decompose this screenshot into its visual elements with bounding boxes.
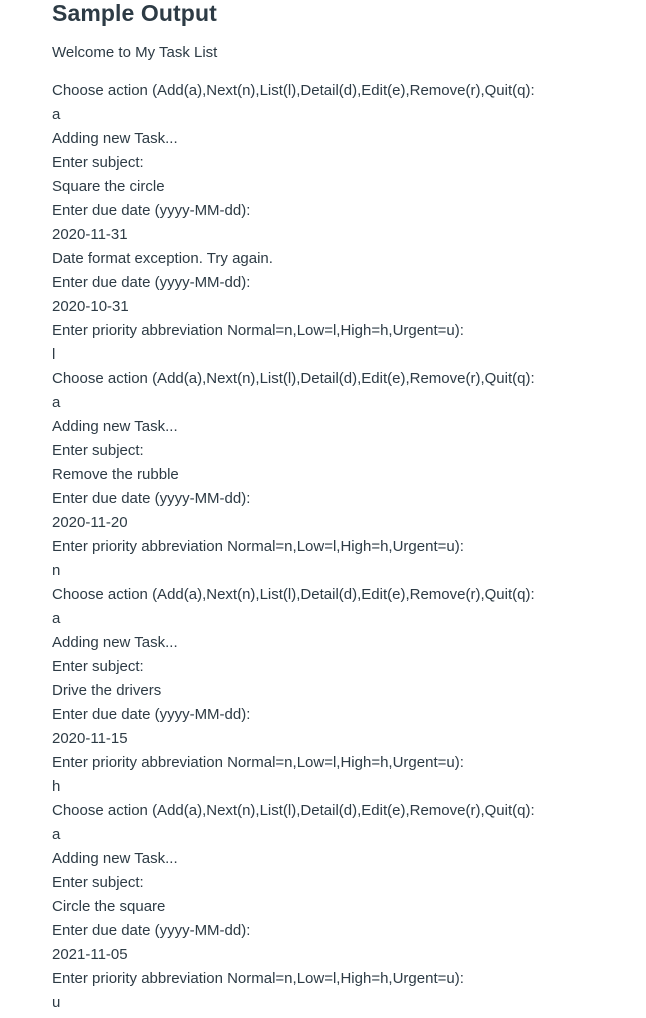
output-line: Circle the square	[52, 898, 166, 915]
output-line: a	[52, 610, 61, 627]
output-line: a	[52, 394, 61, 411]
output-line: Enter subject:	[52, 442, 144, 459]
output-line: Enter subject:	[52, 154, 144, 171]
output-line: Enter due date (yyyy-MM-dd):	[52, 922, 251, 939]
output-line: Choose action (Add(a),Next(n),List(l),Detail(d),Edit(e),Remove(r),Quit(q):	[52, 82, 535, 99]
output-line: Choose action (Add(a),Next(n),List(l),Detail(d),Edit(e),Remove(r),Quit(q):	[52, 802, 535, 819]
output-line: 2020-10-31	[52, 298, 129, 315]
output-line: Adding new Task...	[52, 418, 178, 435]
output-line: Enter priority abbreviation Normal=n,Low=l,High=h,Urgent=u):	[52, 970, 464, 987]
output-line: Adding new Task...	[52, 130, 178, 147]
output-line: Enter priority abbreviation Normal=n,Low=l,High=h,Urgent=u):	[52, 322, 464, 339]
output-line: 2020-11-15	[52, 730, 128, 747]
output-line: Enter due date (yyyy-MM-dd):	[52, 490, 251, 507]
output-line: a	[52, 826, 61, 843]
output-line: Enter due date (yyyy-MM-dd):	[52, 706, 251, 723]
welcome-message: Welcome to My Task List	[52, 44, 218, 61]
sample-output-section	[52, 0, 632, 1015]
output-line: Enter subject:	[52, 658, 144, 675]
output-line: a	[52, 106, 61, 123]
section-heading: Sample Output	[52, 0, 217, 26]
output-line: 2020-11-31	[52, 226, 128, 243]
output-line: h	[52, 778, 61, 795]
output-line: Enter due date (yyyy-MM-dd):	[52, 202, 251, 219]
output-line: l	[52, 346, 56, 363]
output-line: Enter priority abbreviation Normal=n,Low=l,High=h,Urgent=u):	[52, 754, 464, 771]
output-line: Remove the rubble	[52, 466, 179, 483]
output-line: Adding new Task...	[52, 850, 178, 867]
output-line: 2020-11-20	[52, 514, 128, 531]
output-line: Choose action (Add(a),Next(n),List(l),Detail(d),Edit(e),Remove(r),Quit(q):	[52, 370, 535, 387]
output-line: u	[52, 994, 61, 1011]
output-line: Adding new Task...	[52, 634, 178, 651]
output-line: Square the circle	[52, 178, 165, 195]
output-line: Choose action (Add(a),Next(n),List(l),Detail(d),Edit(e),Remove(r),Quit(q):	[52, 586, 535, 603]
output-line: Drive the drivers	[52, 682, 162, 699]
output-line: Enter priority abbreviation Normal=n,Low=l,High=h,Urgent=u):	[52, 538, 464, 555]
output-line: 2021-11-05	[52, 946, 128, 963]
output-line: Date format exception. Try again.	[52, 250, 273, 267]
output-line: Enter due date (yyyy-MM-dd):	[52, 274, 251, 291]
output-line: n	[52, 562, 61, 579]
console-output	[52, 79, 632, 1015]
output-line: Enter subject:	[52, 874, 144, 891]
